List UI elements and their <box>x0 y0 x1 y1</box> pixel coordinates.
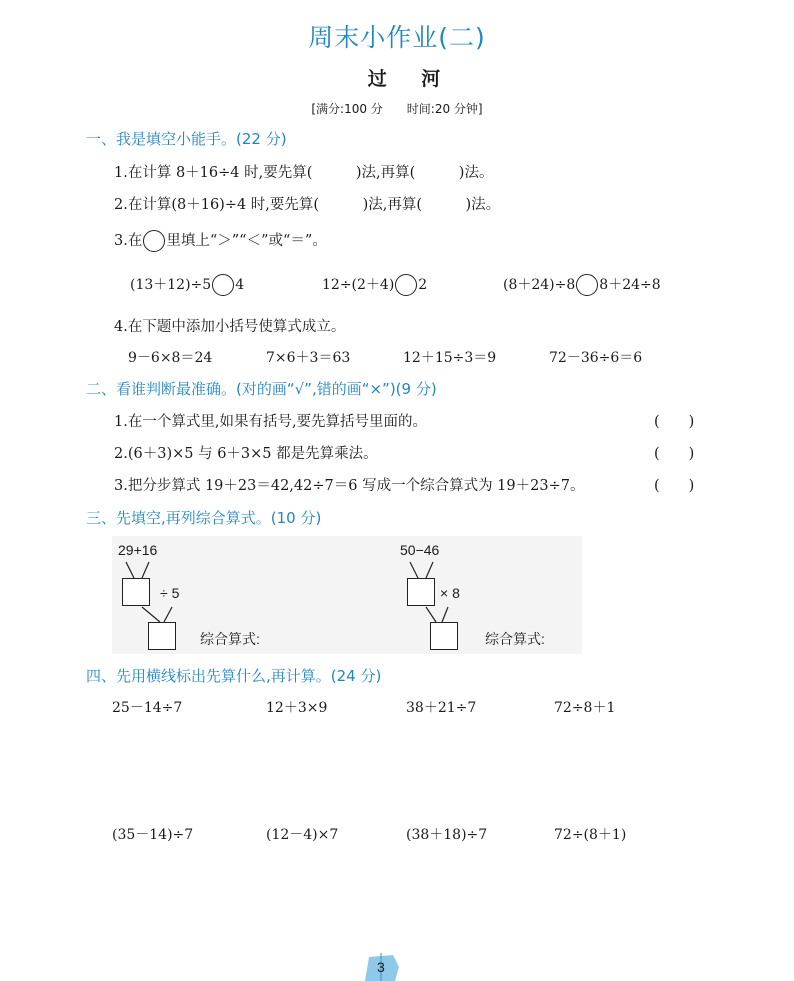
judge-item-3: 3.把分步算式 19＋23＝42,42÷7＝6 写成一个综合算式为 19＋23÷7。 <box>114 478 585 494</box>
diagram-2-top-expr: 50−46 <box>400 542 440 558</box>
paren-expr-4: 72－36÷6＝6 <box>549 350 643 366</box>
page-number: 3 <box>377 959 385 975</box>
judge-answer-1[interactable]: ( ) <box>654 414 695 430</box>
section-1-heading: 一、我是填空小能手。(22 分) <box>86 130 287 148</box>
calc-expr-2: 12＋3×9 <box>266 700 328 716</box>
question-1-3-suffix: 里填上“＞”“＜”或“＝”。 <box>166 233 327 249</box>
diagram-1-top-expr: 29+16 <box>118 542 158 558</box>
compare-right: 8＋24÷8 <box>599 277 661 293</box>
calc-expr-3: 38＋21÷7 <box>406 700 477 716</box>
judge-answer-3[interactable]: ( ) <box>654 478 695 494</box>
compare-item-3 <box>503 274 661 296</box>
compare-item-2 <box>322 274 427 296</box>
compare-left: (13＋12)÷5 <box>130 277 212 293</box>
compare-item-1 <box>130 274 244 296</box>
diagram-1-answer-box-2[interactable] <box>148 622 176 650</box>
lesson-subtitle: 过 河 <box>367 68 455 90</box>
paren-expr-1: 9－6×8＝24 <box>128 350 213 366</box>
compare-circle-blank[interactable] <box>576 274 598 296</box>
section-3-heading: 三、先填空,再列综合算式。(10 分) <box>86 509 322 527</box>
circle-blank-icon <box>143 230 165 252</box>
diagram-1-answer-box-1[interactable] <box>122 578 150 606</box>
calc-expr-4: 72÷8＋1 <box>554 700 616 716</box>
page-title: 周末小作业(二) <box>308 23 486 52</box>
judge-answer-2[interactable]: ( ) <box>654 446 695 462</box>
judge-item-1: 1.在一个算式里,如果有括号,要先算括号里面的。 <box>114 414 428 430</box>
diagram-1-label: 综合算式: <box>200 631 260 647</box>
compare-left: (8＋24)÷8 <box>503 277 576 293</box>
paren-expr-2: 7×6＋3＝63 <box>266 350 351 366</box>
calc-expr-7: (38＋18)÷7 <box>406 827 488 843</box>
judge-item-2: 2.(6＋3)×5 与 6＋3×5 都是先算乘法。 <box>114 446 378 462</box>
score-time-info: [满分:100 分 时间:20 分钟] <box>311 102 483 116</box>
calc-expr-5: (35－14)÷7 <box>112 827 194 843</box>
question-1-1: 1.在计算 8＋16÷4 时,要先算( )法,再算( )法。 <box>114 165 494 181</box>
compare-right: 4 <box>235 277 245 293</box>
diagram-2-label: 综合算式: <box>485 631 545 647</box>
section-2-heading: 二、看谁判断最准确。(对的画“√”,错的画“×”)(9 分) <box>86 380 437 398</box>
diagram-2-answer-box-1[interactable] <box>407 578 435 606</box>
compare-circle-blank[interactable] <box>212 274 234 296</box>
diagram-1-operator: ÷ 5 <box>160 585 180 601</box>
compare-left: 12÷(2＋4) <box>322 277 395 293</box>
compare-circle-blank[interactable] <box>395 274 417 296</box>
question-1-3 <box>114 229 327 252</box>
question-1-2: 2.在计算(8＋16)÷4 时,要先算( )法,再算( )法。 <box>114 197 501 213</box>
calc-expr-8: 72÷(8＋1) <box>554 827 627 843</box>
question-1-4: 4.在下题中添加小括号使算式成立。 <box>114 319 346 335</box>
diagram-2-operator: × 8 <box>440 585 460 601</box>
paren-expr-3: 12＋15÷3＝9 <box>403 350 497 366</box>
calc-expr-6: (12－4)×7 <box>266 827 339 843</box>
calc-expr-1: 25－14÷7 <box>112 700 183 716</box>
section-4-heading: 四、先用横线标出先算什么,再计算。(24 分) <box>86 667 382 685</box>
diagram-2-answer-box-2[interactable] <box>430 622 458 650</box>
question-1-3-prefix: 3.在 <box>114 233 143 249</box>
page-number-badge <box>363 953 403 981</box>
compare-right: 2 <box>418 277 428 293</box>
